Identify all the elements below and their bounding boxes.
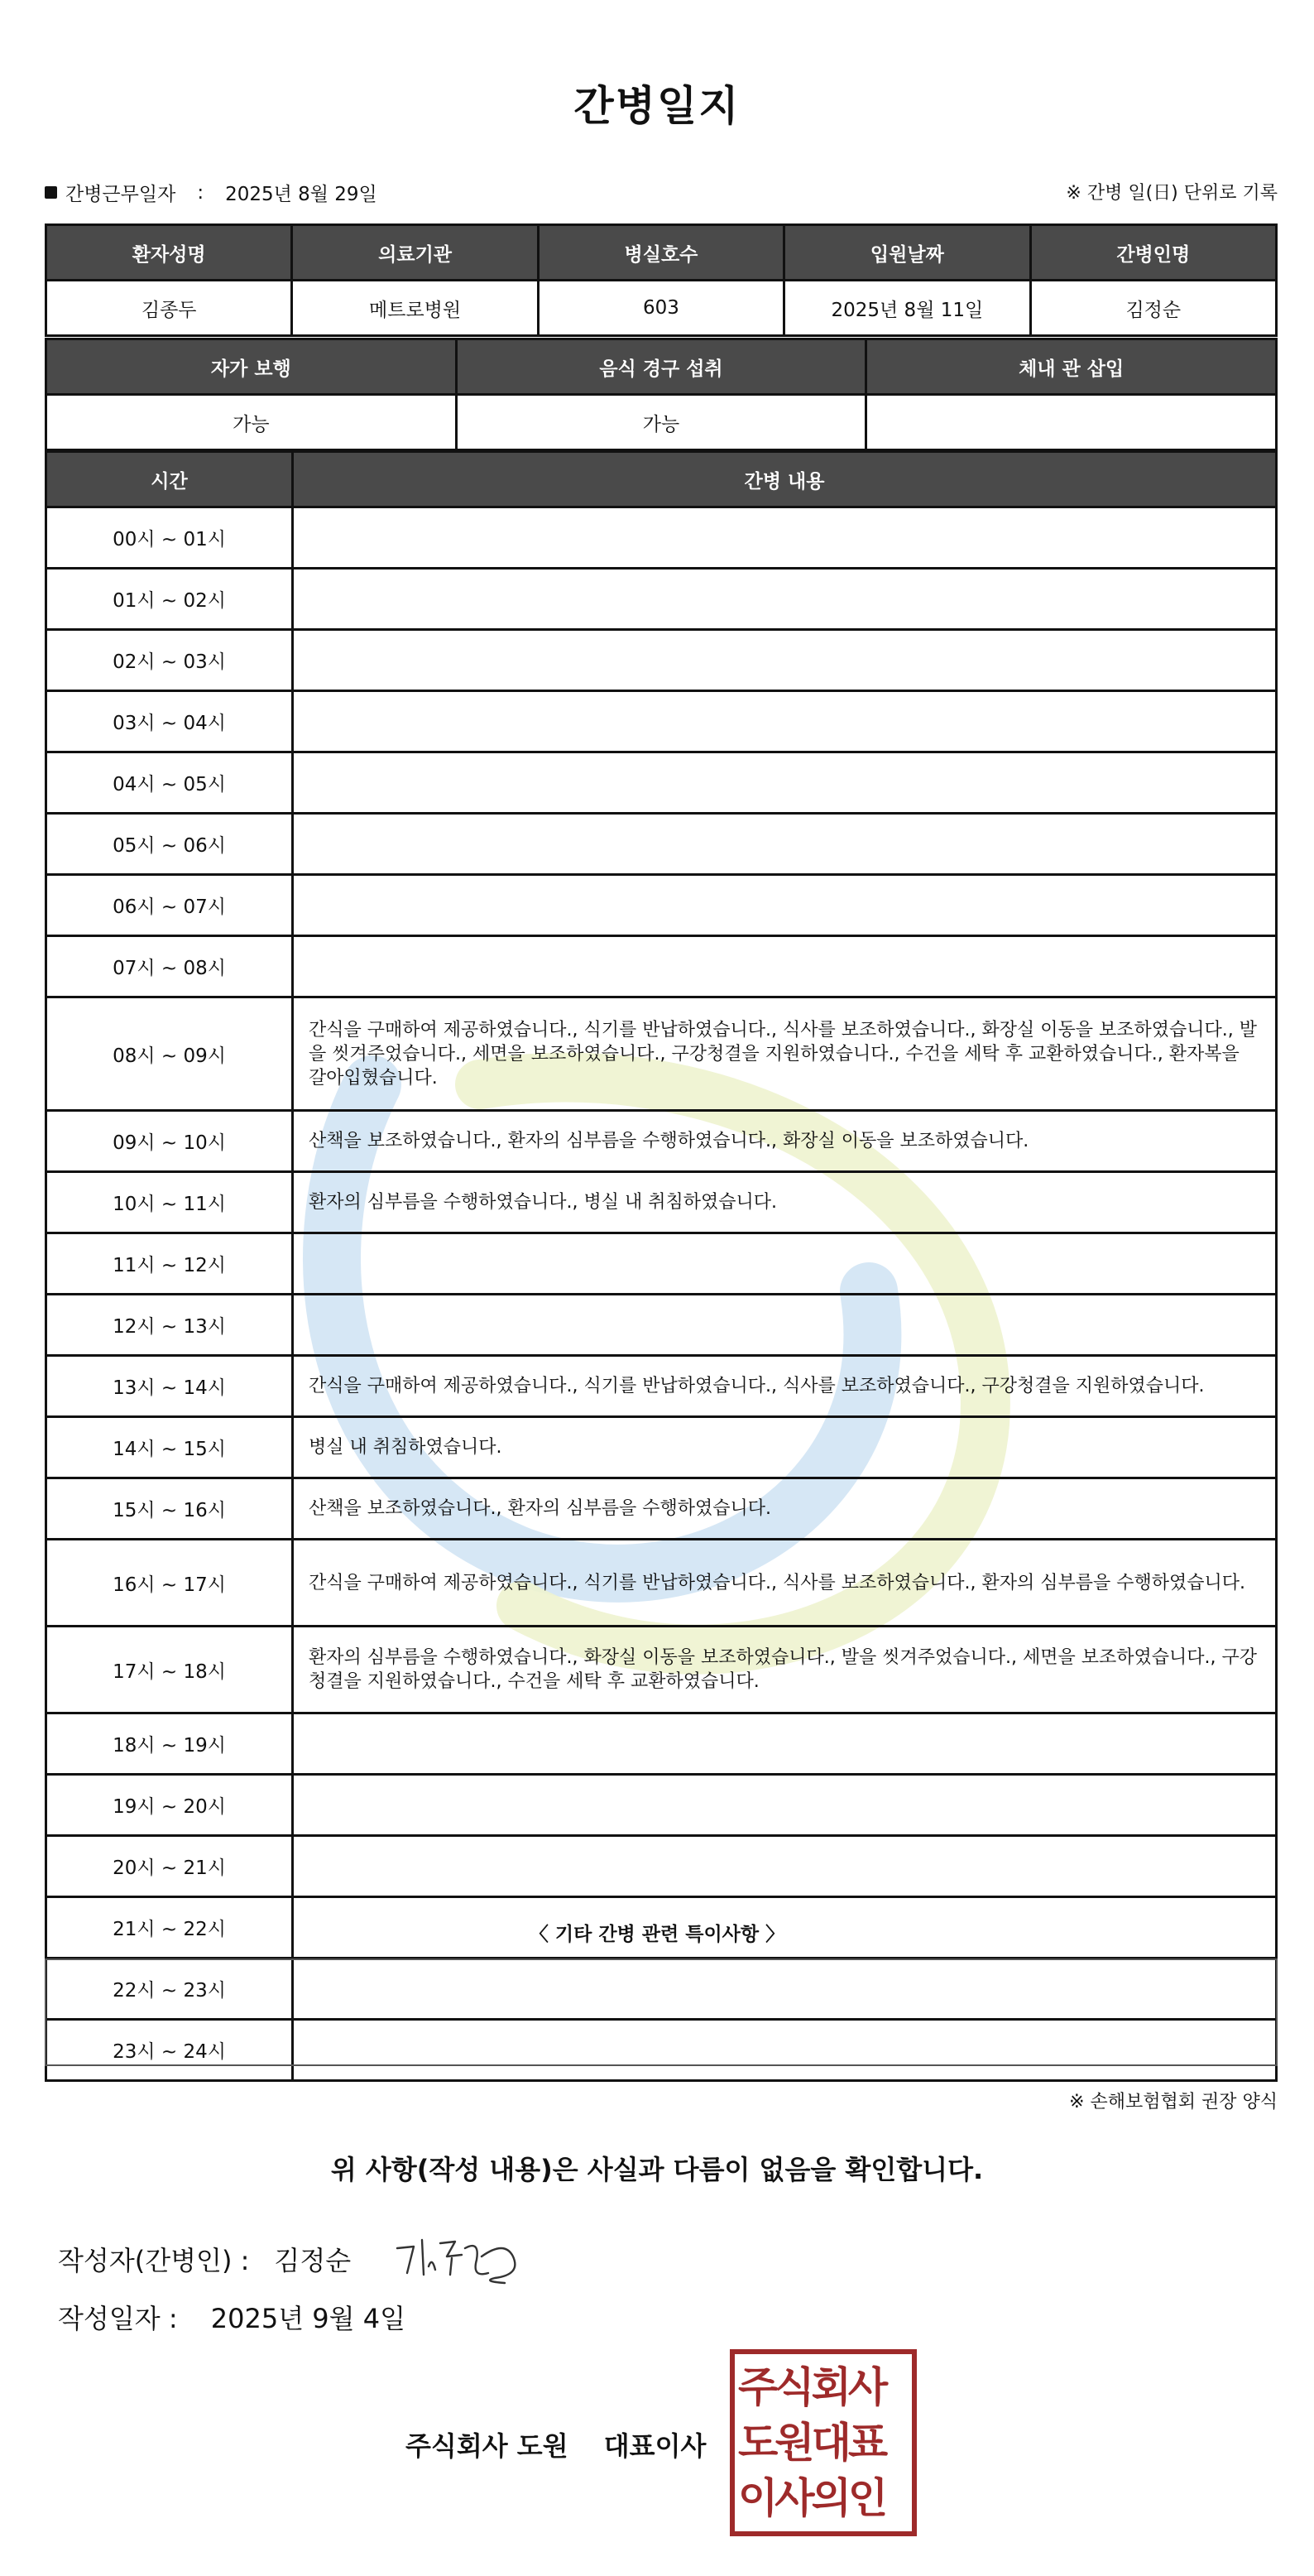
table-row <box>46 875 1277 936</box>
time-slot: 09시 ~ 10시 <box>46 1111 293 1172</box>
care-content <box>293 691 1277 752</box>
care-content <box>293 1295 1277 1356</box>
care-content <box>293 814 1277 875</box>
time-slot: 11시 ~ 12시 <box>46 1233 293 1295</box>
notes-box <box>45 1958 1278 2066</box>
time-slot: 13시 ~ 14시 <box>46 1356 293 1417</box>
header-time: 시간 <box>46 452 293 507</box>
table-row <box>46 691 1277 752</box>
recommended-form-note: ※ 손해보험협회 권장 양식 <box>1069 2092 1278 2112</box>
seal-text-row: 이사의인 <box>738 2474 885 2523</box>
confirmation-statement: 위 사항(작성 내용)은 사실과 다름이 없음을 확인합니다. <box>330 2154 984 2185</box>
time-slot: 16시 ~ 17시 <box>46 1540 293 1627</box>
writer-label: 작성자(간병인) : <box>58 2245 250 2276</box>
care-content: 산책을 보조하였습니다., 환자의 심부름을 수행하였습니다. <box>293 1478 1277 1540</box>
header-room-number: 병실호수 <box>538 225 784 281</box>
work-date-label: 간병근무일자 <box>65 184 176 205</box>
time-slot: 14시 ~ 15시 <box>46 1417 293 1478</box>
header-hospital: 의료기관 <box>292 225 538 281</box>
table-row <box>46 630 1277 691</box>
care-content <box>293 630 1277 691</box>
table-row <box>46 1836 1277 1897</box>
notes-title: 〈 기타 간병 관련 특이사항 〉 <box>529 1924 785 1945</box>
care-content <box>293 507 1277 569</box>
time-slot: 21시 ~ 22시 <box>46 1897 293 1958</box>
table-row <box>46 1627 1277 1713</box>
table-row <box>46 507 1277 569</box>
table-row <box>46 1233 1277 1295</box>
care-content <box>293 1233 1277 1295</box>
company-name: 주식회사 도원 <box>405 2430 568 2462</box>
header-care-content: 간병 내용 <box>293 452 1277 507</box>
company-representative: 대표이사 <box>603 2430 707 2462</box>
header-admission-date: 입원날짜 <box>784 225 1030 281</box>
care-content: 산책을 보조하였습니다., 환자의 심부름을 수행하였습니다., 화장실 이동을 보조하였습니다. <box>293 1111 1277 1172</box>
care-content: 환자의 심부름을 수행하였습니다., 화장실 이동을 보조하였습니다., 발을 씻겨주었습니다., 세면을 보조하였습니다., 구강청결을 지원하였습니다., 수건을 세탁 후 교환하였습니다. <box>293 1627 1277 1713</box>
seal-text-row: 도원대표 <box>738 2418 885 2467</box>
room-number: 603 <box>538 281 784 336</box>
work-date <box>45 179 377 206</box>
patient-info-table <box>45 223 1278 337</box>
care-content <box>293 569 1277 630</box>
time-slot: 10시 ~ 11시 <box>46 1172 293 1233</box>
care-content: 간식을 구매하여 제공하였습니다., 식기를 반납하였습니다., 식사를 보조하였습니다., 화장실 이동을 보조하였습니다., 발을 씻겨주었습니다., 세면을 보조하였습니다., 구강청결을 지원하였습니다., 수건을 세탁 후 교환하였습니다., 환자복을 갈아입혔습니다. <box>293 997 1277 1111</box>
time-slot: 07시 ~ 08시 <box>46 936 293 997</box>
writer-name: 김정순 <box>274 2245 352 2276</box>
table-row <box>46 1356 1277 1417</box>
patient-name: 김종두 <box>46 281 292 336</box>
patient-info-value-row <box>46 281 1277 336</box>
table-row <box>46 1540 1277 1627</box>
table-row <box>46 569 1277 630</box>
tube-insertion-value <box>866 395 1277 450</box>
time-slot: 17시 ~ 18시 <box>46 1627 293 1713</box>
care-content: 환자의 심부름을 수행하였습니다., 병실 내 취침하였습니다. <box>293 1172 1277 1233</box>
care-content <box>293 752 1277 814</box>
time-slot: 12시 ~ 13시 <box>46 1295 293 1356</box>
care-content: 간식을 구매하여 제공하였습니다., 식기를 반납하였습니다., 식사를 보조하였습니다., 구강청결을 지원하였습니다. <box>293 1356 1277 1417</box>
care-content <box>293 1836 1277 1897</box>
date-label: 작성일자 : <box>58 2303 178 2334</box>
date-line <box>58 2298 405 2336</box>
care-content: 간식을 구매하여 제공하였습니다., 식기를 반납하였습니다., 식사를 보조하였습니다., 환자의 심부름을 수행하였습니다. <box>293 1540 1277 1627</box>
table-row <box>46 1172 1277 1233</box>
bullet-square-icon <box>45 186 57 199</box>
work-date-value: 2025년 8월 29일 <box>225 184 377 205</box>
table-row <box>46 1111 1277 1172</box>
time-slot: 19시 ~ 20시 <box>46 1775 293 1836</box>
care-log-table <box>45 450 1278 2082</box>
time-slot: 08시 ~ 09시 <box>46 997 293 1111</box>
table-row <box>46 814 1277 875</box>
care-log-header-row <box>46 452 1277 507</box>
self-walking-value: 가능 <box>46 395 457 450</box>
care-content <box>293 1713 1277 1775</box>
table-row <box>46 936 1277 997</box>
table-row <box>46 1478 1277 1540</box>
patient-info-header-row <box>46 225 1277 281</box>
hospital-name: 메트로병원 <box>292 281 538 336</box>
time-slot: 15시 ~ 16시 <box>46 1478 293 1540</box>
time-slot: 00시 ~ 01시 <box>46 507 293 569</box>
table-row <box>46 752 1277 814</box>
company-signature <box>405 2425 706 2463</box>
daily-record-note: ※ 간병 일(日) 단위로 기록 <box>1066 183 1278 204</box>
time-slot: 05시 ~ 06시 <box>46 814 293 875</box>
header-tube-insertion: 체내 관 삽입 <box>866 339 1277 395</box>
header-patient-name: 환자성명 <box>46 225 292 281</box>
time-slot: 04시 ~ 05시 <box>46 752 293 814</box>
caregiver-name: 김정순 <box>1030 281 1276 336</box>
company-seal-stamp <box>730 2349 917 2536</box>
header-oral-intake: 음식 경구 섭취 <box>456 339 866 395</box>
care-content <box>293 936 1277 997</box>
time-slot: 02시 ~ 03시 <box>46 630 293 691</box>
time-slot: 06시 ~ 07시 <box>46 875 293 936</box>
care-content: 병실 내 취침하였습니다. <box>293 1417 1277 1478</box>
care-content <box>293 1775 1277 1836</box>
time-slot: 23시 ~ 24시 <box>46 2020 293 2081</box>
writer-line <box>58 2240 351 2278</box>
page-title: 간병일지 <box>573 82 741 130</box>
patient-status-header-row <box>46 339 1277 395</box>
table-row <box>46 1713 1277 1775</box>
work-date-row <box>45 179 1278 212</box>
header-self-walking: 자가 보행 <box>46 339 457 395</box>
time-slot: 03시 ~ 04시 <box>46 691 293 752</box>
date-value: 2025년 9월 4일 <box>210 2303 406 2334</box>
table-row <box>46 1295 1277 1356</box>
seal-text-row: 주식회사 <box>738 2362 885 2411</box>
table-row <box>46 997 1277 1111</box>
admission-date: 2025년 8월 11일 <box>784 281 1030 336</box>
table-row <box>46 1775 1277 1836</box>
time-slot: 01시 ~ 02시 <box>46 569 293 630</box>
header-caregiver-name: 간병인명 <box>1030 225 1276 281</box>
time-slot: 22시 ~ 23시 <box>46 1958 293 2020</box>
time-slot: 20시 ~ 21시 <box>46 1836 293 1897</box>
time-slot: 18시 ~ 19시 <box>46 1713 293 1775</box>
patient-status-value-row <box>46 395 1277 450</box>
handwritten-signature <box>389 2223 538 2290</box>
oral-intake-value: 가능 <box>456 395 866 450</box>
patient-status-table <box>45 338 1278 451</box>
table-row <box>46 1417 1277 1478</box>
work-date-colon: : <box>197 181 204 204</box>
care-content <box>293 875 1277 936</box>
